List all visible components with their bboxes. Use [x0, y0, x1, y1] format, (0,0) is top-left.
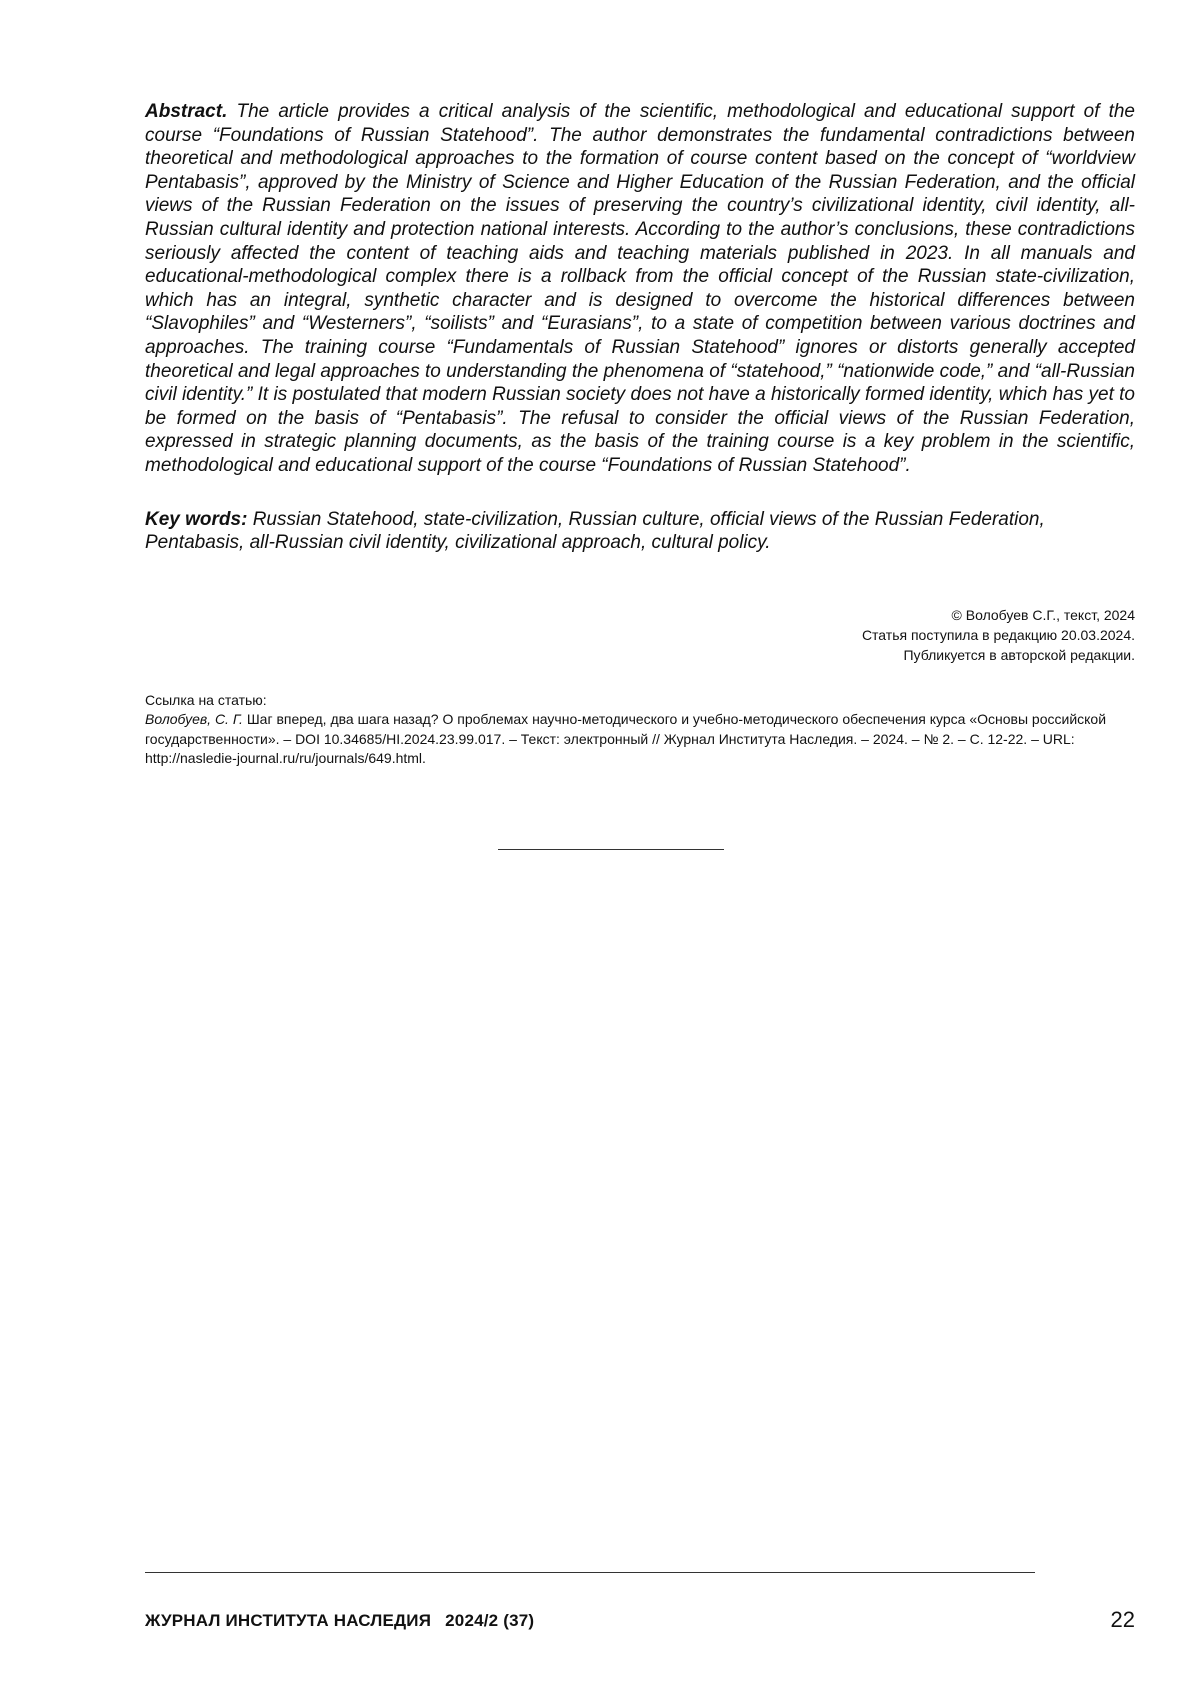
- citation-label: Ссылка на статью:: [145, 691, 267, 708]
- page-content: [145, 100, 1135, 769]
- published-line: Публикуется в авторской редакции.: [903, 646, 1135, 663]
- copyright-line: © Волобуев С.Г., текст, 2024: [951, 606, 1135, 623]
- footer-journal: [145, 1611, 534, 1631]
- page-number: 22: [1110, 1607, 1135, 1632]
- footer-divider: [145, 1572, 1035, 1573]
- keywords-text: Russian Statehood, state-civilization, Russian culture, official views of the Russian Federation, Pentabasis, all-Russian civil identity, civilizational approach, cultural policy.: [145, 508, 1045, 554]
- citation-block: [145, 691, 1135, 769]
- citation-author: Волобуев, С. Г.: [145, 711, 243, 728]
- keywords-paragraph: [145, 508, 1135, 555]
- keywords-label: Key words:: [145, 508, 248, 530]
- journal-name: ЖУРНАЛ ИНСТИТУТА НАСЛЕДИЯ: [145, 1611, 432, 1630]
- journal-issue: 2024/2 (37): [445, 1611, 535, 1630]
- received-line: Статья поступила в редакцию 20.03.2024.: [861, 626, 1135, 643]
- section-divider: [498, 849, 724, 850]
- abstract-text: The article provides a critical analysis of the scientific, methodological and educational support of the course “Foundations of Russian Statehood”. The author demonstrates the fundamental contradictions between theoretical and methodological approaches to the formation of course content based on the concept of “worldview Pentabasis”, approved by the Ministry of Science and Higher Education of the Russian Federation, and the official views of the Russian Federation on the issues of preserving the country’s civilizational identity, civil identity, all-Russian cultural identity and protection national interests. According to the author’s conclusions, these contradictions seriously affected the content of teaching aids and teaching materials published in 2023. In all manuals and educational-methodological complex there is a rollback from the official concept of the Russian state-civilization, which has an integral, synthetic character and is designed to overcome the historical differences between “Slavophiles” and “Westerners”, “soilists” and “Eurasians”, to a state of competition between various doctrines and approaches. The training course “Fundamentals of Russian Statehood” ignores or distorts generally accepted theoretical and legal approaches to understanding the phenomena of “statehood,” “nationwide code,” and “all-Russian civil identity.” It is postulated that modern Russian society does not have a historically formed identity, which has yet to be formed on the basis of “Pentabasis”. The refusal to consider the official views of the Russian Federation, expressed in strategic planning documents, as the basis of the training course is a key problem in the scientific, methodological and educational support of the course “Foundations of Russian Statehood”.: [145, 101, 1135, 476]
- article-meta: [145, 605, 1135, 665]
- abstract-paragraph: [145, 100, 1135, 478]
- citation-text: Шаг вперед, два шага назад? О проблемах научно-методического и учебно-методического обеспечения курса «Основы российской государственности». – DOI 10.34685/HI.2024.23.99.017. – Текст: электронный // Журнал Института Наследия. – 2024. – № 2. – С. 12-22. – URL: http://nasledie-journal.ru/ru/journals/649.html.: [145, 711, 1107, 767]
- page-footer: [145, 1607, 1135, 1637]
- abstract-label: Abstract.: [145, 101, 228, 122]
